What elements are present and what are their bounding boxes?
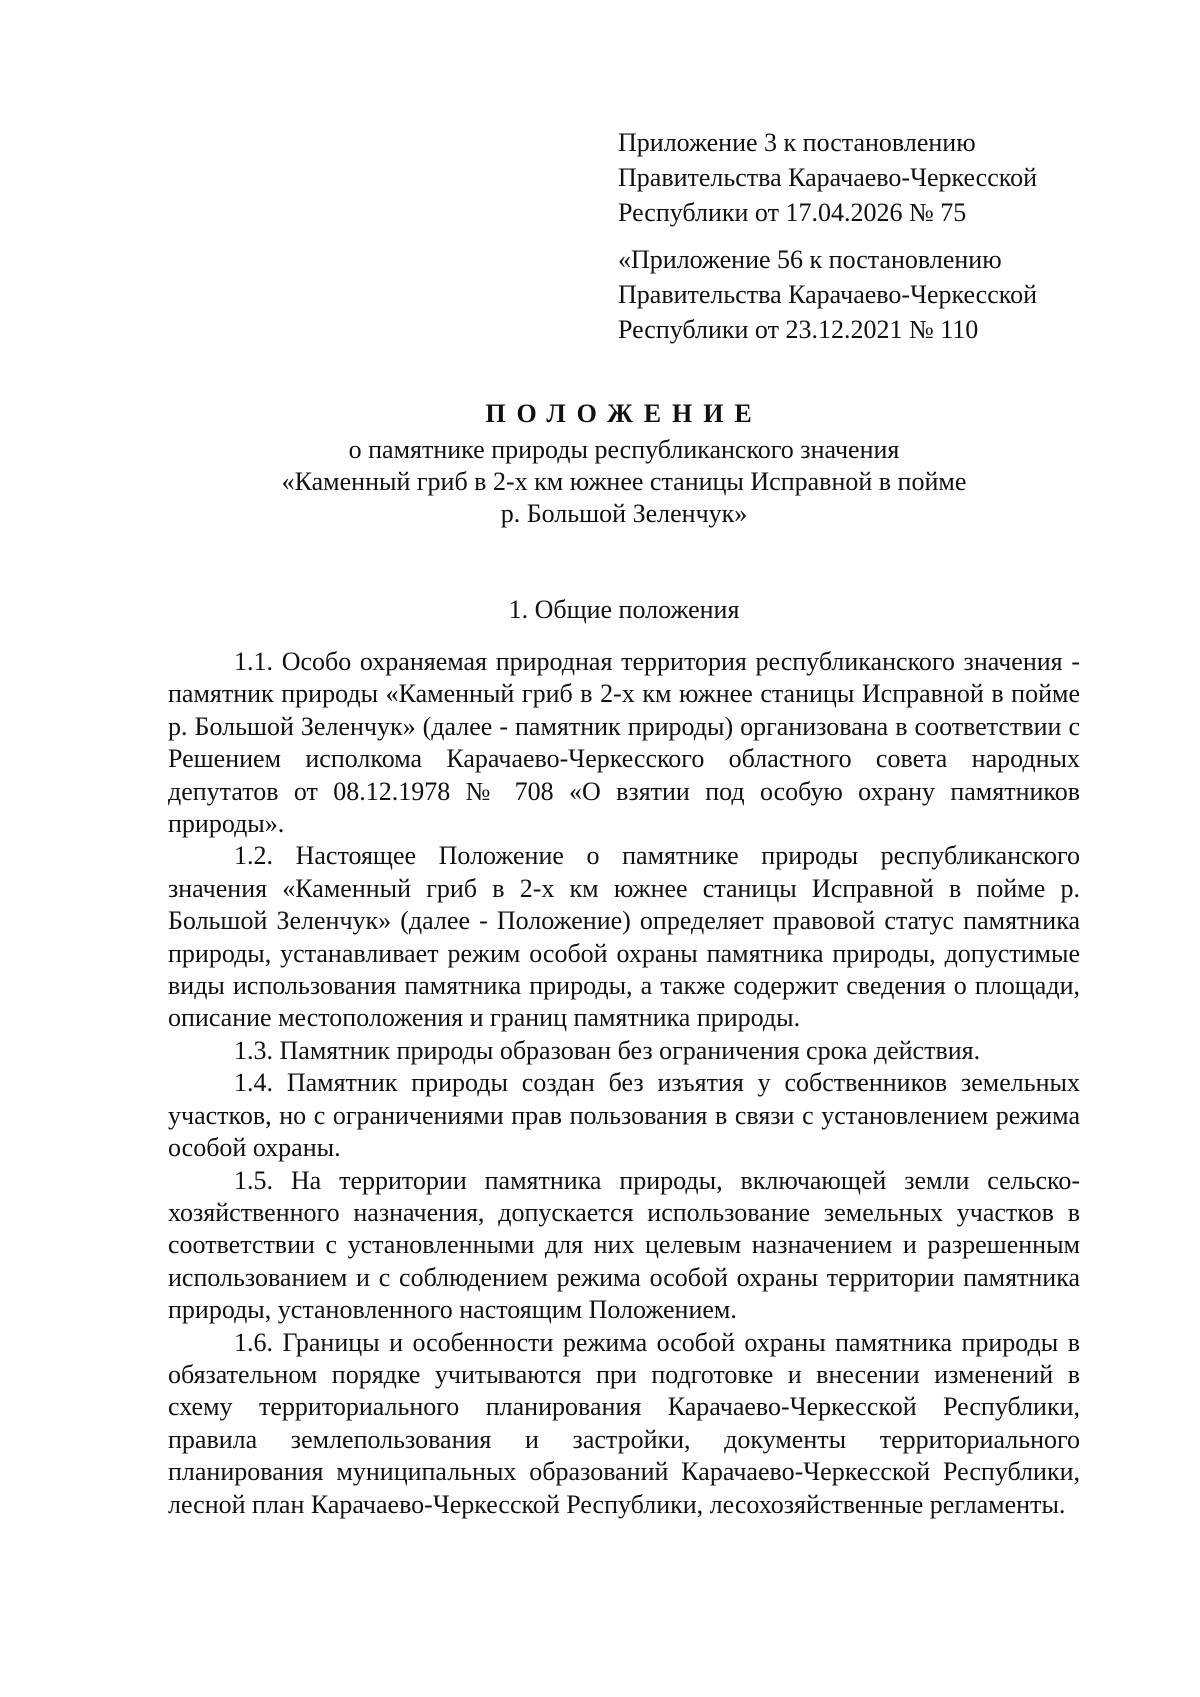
section-body [168, 646, 1080, 1521]
subtitle-line: р. Большой Зеленчук» [500, 499, 748, 528]
annex-line: Приложение 3 к постановлению [618, 128, 976, 157]
document-title [168, 398, 1080, 530]
annex-line: Правительства Карачаево-Черкесской [618, 163, 1037, 192]
paragraph: 1.6. Границы и особенности режима особой охраны памятника природы в обязательном порядке учитываются при подготовке и внесении изменений в схему территориального планирования Карачаево-Черкесской Республики, правила землепользования и застройки, документы территориального планирования муниципальных образований Карачаево-Черкесской Республики, лесной план Карачаево-Черкесской Республики, лесохозяйственные регламенты. [168, 1327, 1080, 1519]
paragraph: 1.3. Памятник природы образован без ограничения срока действия. [234, 1035, 981, 1065]
annex-line: Республики от 17.04.2026 № 75 [618, 198, 967, 227]
annex-line: Правительства Карачаево-Черкесской [618, 280, 1037, 309]
section-heading: 1. Общие положения [508, 595, 740, 624]
annex-reference-current [618, 125, 1138, 230]
annex-line: Республики от 23.12.2021 № 110 [618, 315, 979, 344]
title-heading: ПОЛОЖЕНИЕ [485, 399, 763, 428]
subtitle-line: о памятнике природы республиканского значения [348, 435, 900, 464]
subtitle-line: «Каменный гриб в 2-х км южнее станицы Исправной в пойме [281, 467, 967, 496]
paragraph: 1.1. Особо охраняемая природная территория республиканского значения - памятник природы «Каменный гриб в 2-х км южнее станицы Исправной в пойме р. Большой Зеленчук» (далее - памятник природы) организована в соответствии с Решением исполкома Карачаево-Черкесского областного совета народных депутатов от 08.12.1978 № 708 «О взятии под особую охрану памятников природы». [168, 647, 1080, 839]
annex-reference-original [618, 242, 1138, 347]
paragraph: 1.5. На территории памятника природы, включающей земли сельскохозяйственного назначения, допускается использование земельных участков в соответствии с установленными для них целевым назначением и разрешенным использованием и с соблюдением режима особой охраны территории памятника природы, установленного настоящим Положением. [168, 1165, 1080, 1325]
paragraph: 1.4. Памятник природы создан без изъятия у собственников земельных участков, но с ограничениями прав пользования в связи с установлением режима особой охраны. [168, 1068, 1080, 1163]
annex-line: «Приложение 56 к постановлению [618, 245, 1002, 274]
paragraph: 1.2. Настоящее Положение о памятнике природы республиканского значения «Каменный гриб в 2-х км южнее станицы Исправной в пойме р. Большой Зеленчук» (далее - Положение) определяет правовой статус памятника природы, устанавливает режим особой охраны памятника природы, допустимые виды использования памятника природы, а также содержит сведения о площади, описание местоположения и границ памятника природы. [168, 841, 1080, 1033]
